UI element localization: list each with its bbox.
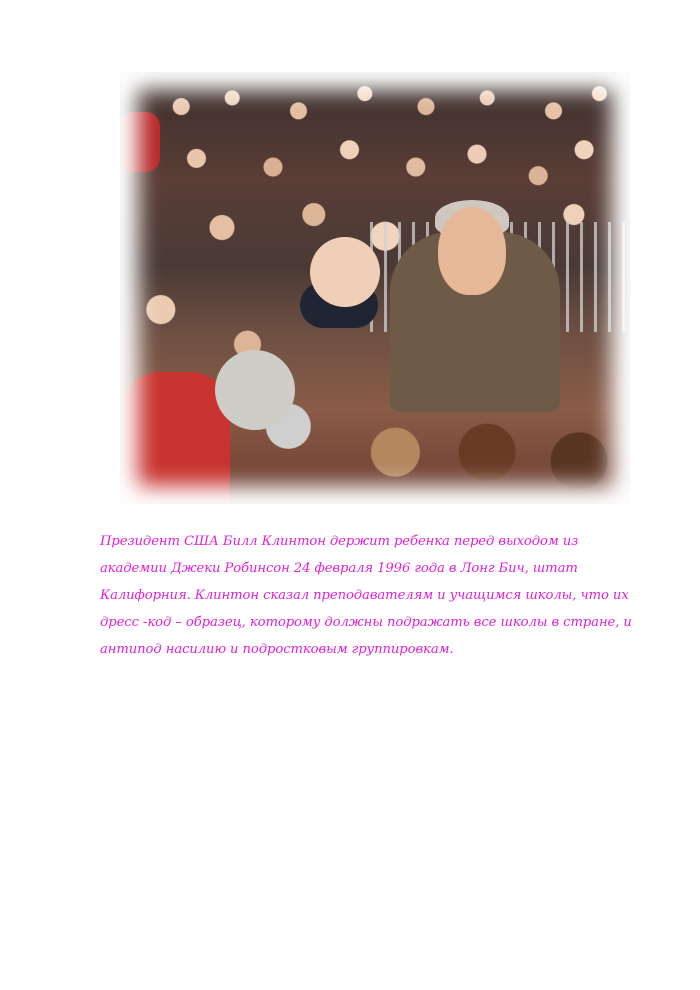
president-face [438,207,506,295]
crowd-figure [120,112,160,172]
crowd-figure-grey [215,350,295,430]
news-photo [120,72,630,504]
baby-head [310,237,380,307]
photo-caption: Президент США Билл Клинтон держит ребенка перед выходом из академии Джеки Робинсон 24 февраля 1996 года в Лонг Бич, штат Калифорния. Клинтон сказал преподавателям и учащимся школы, что их дресс -код – образец, которому должны подражать все школы в стране, и антипод насилию и подростковым группировкам. [100,534,632,657]
crowd-photo [120,72,630,504]
crowd-figure-red [120,372,230,504]
